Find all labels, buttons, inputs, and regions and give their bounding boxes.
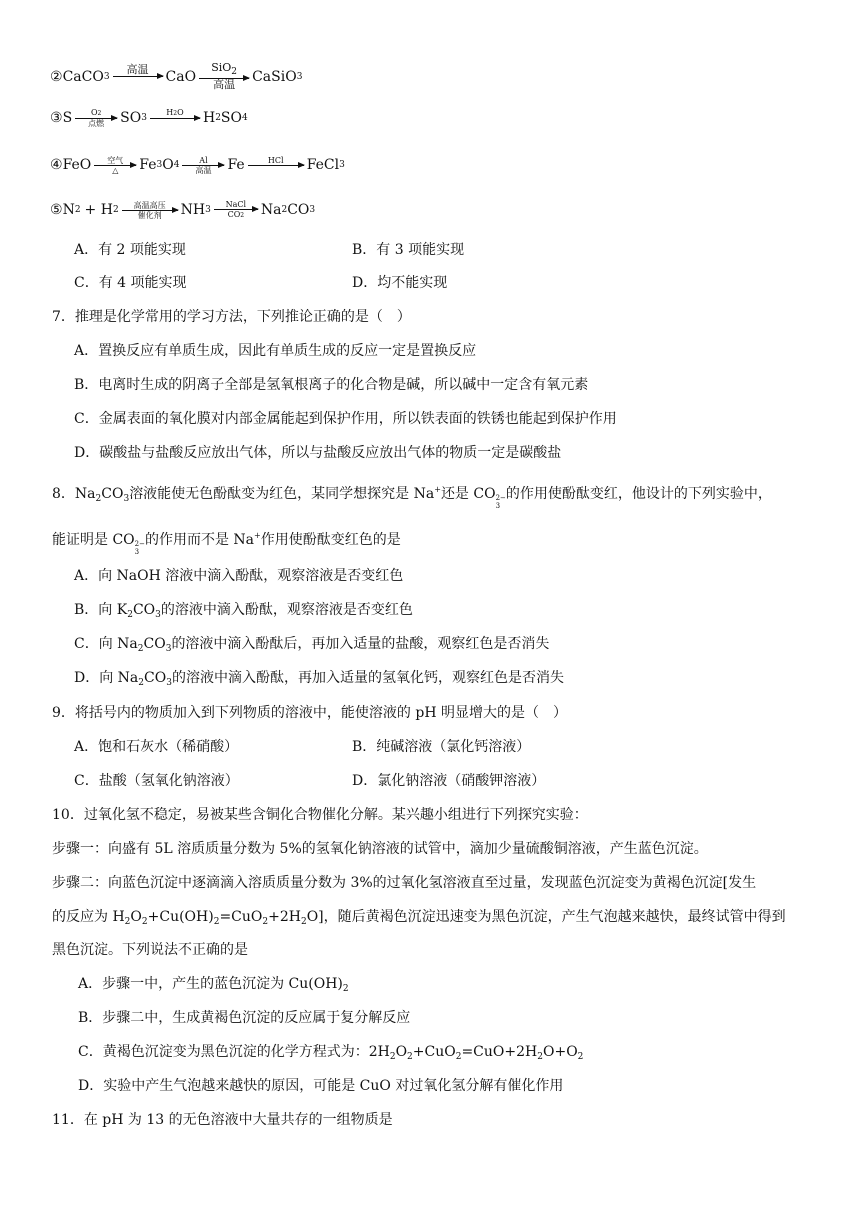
q8-option-d[interactable]: D．向 $Na_2CO_3$的溶液中滴入酚酞，再加入适量的氢氧化钙，观察红色是否消失 xyxy=(74,670,564,688)
q10-step2-line3: 黑色沉淀。下列说法不正确的是 xyxy=(52,942,248,958)
q10-step2-line2: 的反应为 $H_2O_2+Cu(OH)_2=CuO_2+2H_2O$]，随后黄褐色沉淀迅速变为黑色沉淀，产生气泡越来越快，最终试管中得到 xyxy=(52,909,786,927)
q8-stem-line1: 8．$Na_2CO_3$溶液能使无色酚酞变为红色，某同学想探究是 Na+还是 CO 2− 3 的作用使酚酞变红，他设计的下列实验中， xyxy=(52,485,772,510)
reaction-arrow: SiO$_2$ 高温 xyxy=(199,62,249,91)
formula: H xyxy=(202,110,216,126)
reaction-arrow: 高温 xyxy=(113,64,163,89)
formula: Na xyxy=(260,202,282,218)
q9-option-c[interactable]: C．盐酸（氢氧化钠溶液） xyxy=(74,773,239,789)
q7-option-c[interactable]: C．金属表面的氧化膜对内部金属能起到保护作用，所以铁表面的铁锈也能起到保护作用 xyxy=(74,411,617,427)
formula: NH xyxy=(180,202,206,218)
reaction-arrow: HCl xyxy=(248,156,304,175)
q8-stem-line2: 能证明是 CO 2− 3 的作用而不是 Na+作用使酚酞变红色的是 xyxy=(52,531,401,556)
reaction-arrow: NaCl CO2 xyxy=(214,200,258,220)
q10-option-b[interactable]: B．步骤二中，生成黄褐色沉淀的反应属于复分解反应 xyxy=(78,1010,411,1026)
q10-option-d[interactable]: D．实验中产生气泡越来越快的原因，可能是 CuO 对过氧化氢分解有催化作用 xyxy=(78,1078,564,1094)
reaction-arrow: O2 点燃 xyxy=(75,108,117,128)
item-number: ⑤ xyxy=(50,202,63,218)
formula: Fe xyxy=(139,157,157,173)
q10-option-a[interactable]: A．步骤一中，产生的蓝色沉淀为 $Cu(OH)_2$ xyxy=(78,976,349,994)
reaction-arrow: 空气 △ xyxy=(94,156,136,175)
q10-step1: 步骤一：向盛有 5L 溶质质量分数为 5%的氢氧化钠溶液的试管中，滴加少量硫酸铜溶液，产生蓝色沉淀。 xyxy=(52,841,708,857)
item-number: ④ xyxy=(50,157,63,173)
reaction-arrow: H2O xyxy=(150,108,200,128)
q8-option-b[interactable]: B．向 $K_2CO_3$的溶液中滴入酚酞，观察溶液是否变红色 xyxy=(74,602,413,620)
reaction-3: ③ S O2 点燃 SO 3 H2O H 2 SO 4 xyxy=(50,108,248,128)
q6-option-c[interactable]: C．有 4 项能实现 xyxy=(74,275,187,291)
reaction-5: ⑤ N 2 + H 2 高温高压 催化剂 NH 3 NaCl CO2 Na 2 CO 3 xyxy=(50,200,316,220)
q9-option-d[interactable]: D．氯化钠溶液（硝酸钾溶液） xyxy=(352,773,546,789)
q6-option-d[interactable]: D．均不能实现 xyxy=(352,275,448,291)
q10-option-c[interactable]: C．黄褐色沉淀变为黑色沉淀的化学方程式为：$2H_2O_2+CuO_2=CuO+2H_2O+O_2$ xyxy=(78,1044,584,1062)
formula: Fe xyxy=(227,157,245,173)
item-number: ③ xyxy=(50,110,63,126)
q11-stem: 11．在 pH 为 13 的无色溶液中大量共存的一组物质是 xyxy=(52,1112,393,1128)
q9-option-b[interactable]: B．纯碱溶液（氯化钙溶液） xyxy=(352,739,531,755)
q10-step2-line1: 步骤二：向蓝色沉淀中逐滴滴入溶质质量分数为 3%的过氧化氢溶液直至过量，发现蓝色沉淀变为黄褐色沉淀[发生 xyxy=(52,875,757,891)
reaction-arrow: 高温高压 催化剂 xyxy=(122,201,178,220)
reaction-arrow: Al 高温 xyxy=(182,156,224,175)
reaction-2: ② CaCO 3 高温 CaO SiO$_2$ 高温 CaSiO 3 xyxy=(50,61,303,91)
q8-option-c[interactable]: C．向 $Na_2CO_3$的溶液中滴入酚酞后，再加入适量的盐酸，观察红色是否消失 xyxy=(74,636,550,654)
q6-option-a[interactable]: A．有 2 项能实现 xyxy=(74,242,186,258)
q7-stem: 7．推理是化学常用的学习方法，下列推论正确的是（ ） xyxy=(52,309,411,325)
item-number: ② xyxy=(50,68,63,85)
q9-option-a[interactable]: A．饱和石灰水（稀硝酸） xyxy=(74,739,239,755)
q7-option-d[interactable]: D．碳酸盐与盐酸反应放出气体，所以与盐酸反应放出气体的物质一定是碳酸盐 xyxy=(74,445,562,461)
q6-option-b[interactable]: B．有 3 项能实现 xyxy=(352,242,465,258)
formula: CaO xyxy=(165,68,197,85)
formula: S xyxy=(62,110,73,126)
q10-stem: 10．过氧化氢不稳定，易被某些含铜化合物催化分解。某兴趣小组进行下列探究实验： xyxy=(52,807,588,823)
formula: N xyxy=(62,202,75,218)
formula: FeCl xyxy=(306,157,340,173)
q7-option-a[interactable]: A．置换反应有单质生成，因此有单质生成的反应一定是置换反应 xyxy=(74,343,477,359)
q9-stem: 9．将括号内的物质加入到下列物质的溶液中，能使溶液的 pH 明显增大的是（ ） xyxy=(52,705,567,721)
formula: SO xyxy=(120,110,142,126)
reaction-4: ④ FeO 空气 △ Fe 3 O 4 Al 高温 Fe HCl FeCl 3 xyxy=(50,155,345,175)
q7-option-b[interactable]: B．电离时生成的阴离子全部是氢氧根离子的化合物是碱，所以碱中一定含有氧元素 xyxy=(74,377,589,393)
formula: CaCO xyxy=(62,68,104,85)
formula: FeO xyxy=(62,157,92,173)
formula: CaSiO xyxy=(252,68,297,85)
q8-option-a[interactable]: A．向 NaOH 溶液中滴入酚酞，观察溶液是否变红色 xyxy=(74,568,404,584)
